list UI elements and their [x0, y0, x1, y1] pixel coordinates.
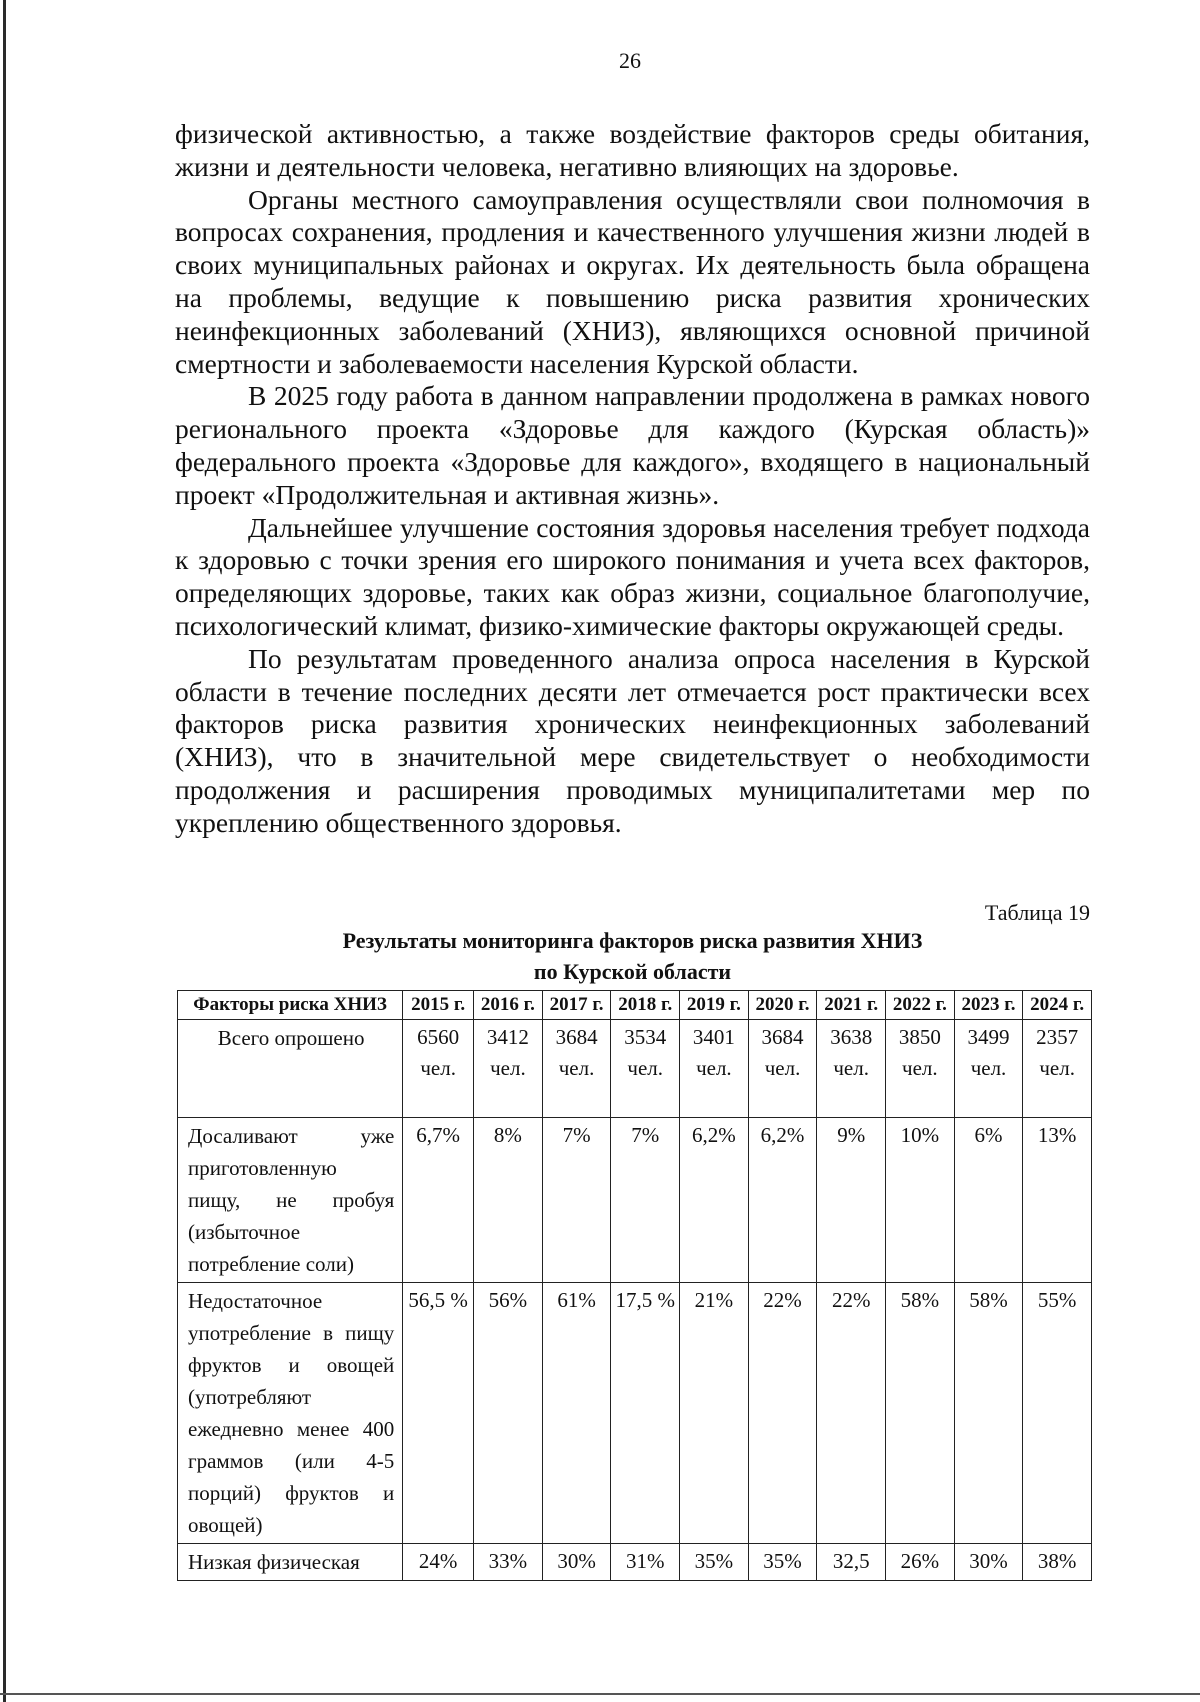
header-year: 2023 г. — [954, 991, 1023, 1020]
header-year: 2016 г. — [474, 991, 543, 1020]
row-value: 30% — [954, 1544, 1023, 1581]
row-value: 17,5 % — [611, 1283, 680, 1544]
header-year: 2024 г. — [1023, 991, 1092, 1020]
scan-bottom-edge — [0, 1693, 1200, 1695]
paragraph: Дальнейшее улучшение состояния здоровья населения требует подхода к здоровью с точки зрения его широкого понимания и учета всех факторов, определяющих здоровье, таких как образ жизни, социальное благополучие, психологический климат, физико-химические факторы окружающей среды. — [175, 511, 1090, 641]
row-value: 22% — [748, 1283, 817, 1544]
page-number: 26 — [619, 48, 641, 73]
table-row — [178, 1283, 1092, 1544]
row-value: 31% — [611, 1544, 680, 1581]
table-row — [178, 1020, 1092, 1118]
header-year: 2022 г. — [886, 991, 955, 1020]
table-title — [175, 925, 1090, 987]
table-row — [178, 1544, 1092, 1581]
row-value: 6560 чел. — [403, 1020, 474, 1118]
row-value: 22% — [817, 1283, 886, 1544]
row-value: 6,2% — [680, 1118, 749, 1283]
header-year: 2015 г. — [403, 991, 474, 1020]
row-value: 56,5 % — [403, 1283, 474, 1544]
row-factor: Досаливают уже приготовленную пищу, не пробуя (избыточное потребление соли) — [178, 1118, 403, 1283]
paragraph: В 2025 году работа в данном направлении продолжена в рамках нового регионального проекта «Здоровье для каждого (Курская область)» федерального проекта «Здоровье для каждого», входящего в национальный проект «Продолжительная и активная жизнь». — [175, 380, 1090, 510]
row-value: 3850 чел. — [886, 1020, 955, 1118]
row-value: 3684 чел. — [542, 1020, 611, 1118]
paragraph: По результатам проведенного анализа опроса населения в Курской области в течение последних десяти лет отмечается рост практически всех факторов риска развития хронических неинфекционных заболеваний (ХНИЗ), что в значительной мере свидетельствует о необходимости продолжения и расширения проводимых муниципалитетами мер по укреплению общественного здоровья. — [175, 642, 1090, 838]
table-title-line: по Курской области — [533, 959, 732, 984]
row-factor: Всего опрошено — [178, 1020, 403, 1118]
row-value: 32,5 — [817, 1544, 886, 1581]
header-factor: Факторы риска ХНИЗ — [178, 991, 403, 1020]
risk-factors-table — [177, 990, 1092, 1581]
row-value: 3412 чел. — [474, 1020, 543, 1118]
header-year: 2018 г. — [611, 991, 680, 1020]
row-value: 6% — [954, 1118, 1023, 1283]
row-value: 13% — [1023, 1118, 1092, 1283]
row-value: 24% — [403, 1544, 474, 1581]
paragraph: Органы местного самоуправления осуществляли свои полномочия в вопросах сохранения, продления и качественного улучшения жизни людей в своих муниципальных районах и округах. Их деятельность была обращена на проблемы, ведущие к повышению риска развития хронических неинфекционных заболеваний (ХНИЗ), являющихся основной причиной смертности и заболеваемости населения Курской области. — [175, 183, 1090, 379]
row-value: 6,2% — [748, 1118, 817, 1283]
row-value: 56% — [474, 1283, 543, 1544]
row-value: 26% — [886, 1544, 955, 1581]
row-factor: Недостаточное употребление в пищу фруктов и овощей (употребляют ежедневно менее 400 граммов (или 4-5 порций) фруктов и овощей) — [178, 1283, 403, 1544]
table-row — [178, 1118, 1092, 1283]
row-value: 7% — [542, 1118, 611, 1283]
table-header-row — [178, 991, 1092, 1020]
row-value: 33% — [474, 1544, 543, 1581]
row-value: 38% — [1023, 1544, 1092, 1581]
row-value: 6,7% — [403, 1118, 474, 1283]
row-value: 58% — [886, 1283, 955, 1544]
scan-left-edge — [3, 0, 6, 1702]
row-value: 3534 чел. — [611, 1020, 680, 1118]
row-value: 21% — [680, 1283, 749, 1544]
row-value: 61% — [542, 1283, 611, 1544]
row-value: 3401 чел. — [680, 1020, 749, 1118]
row-value: 3499 чел. — [954, 1020, 1023, 1118]
header-year: 2019 г. — [680, 991, 749, 1020]
header-year: 2017 г. — [542, 991, 611, 1020]
table-title-line: Результаты мониторинга факторов риска развития ХНИЗ — [342, 928, 923, 953]
row-value: 7% — [611, 1118, 680, 1283]
row-value: 3684 чел. — [748, 1020, 817, 1118]
row-value: 9% — [817, 1118, 886, 1283]
row-value: 2357 чел. — [1023, 1020, 1092, 1118]
row-value: 35% — [748, 1544, 817, 1581]
row-value: 35% — [680, 1544, 749, 1581]
row-value: 55% — [1023, 1283, 1092, 1544]
header-year: 2020 г. — [748, 991, 817, 1020]
row-value: 58% — [954, 1283, 1023, 1544]
table-label: Таблица 19 — [984, 900, 1090, 925]
row-factor: Низкая физическая — [178, 1544, 403, 1581]
paragraph: физической активностью, а также воздействие факторов среды обитания, жизни и деятельности человека, негативно влияющих на здоровье. — [175, 118, 1090, 182]
row-value: 30% — [542, 1544, 611, 1581]
body-text — [175, 118, 1090, 840]
header-year: 2021 г. — [817, 991, 886, 1020]
row-value: 10% — [886, 1118, 955, 1283]
row-value: 3638 чел. — [817, 1020, 886, 1118]
row-value: 8% — [474, 1118, 543, 1283]
